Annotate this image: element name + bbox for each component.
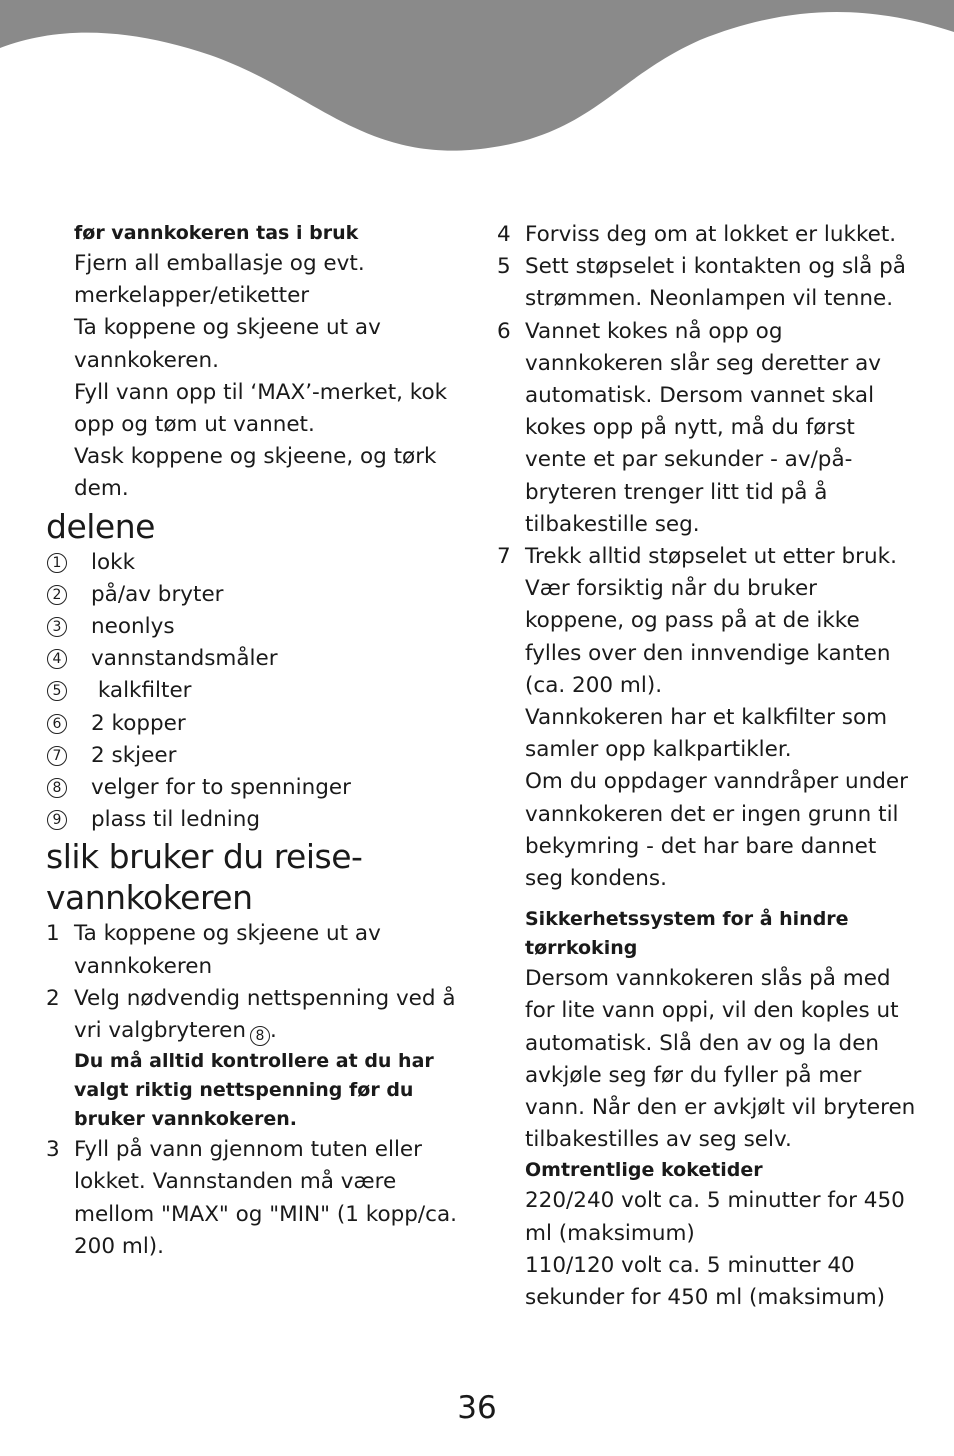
usage-heading-line: vannkokeren bbox=[46, 878, 253, 918]
boiling-time-line: 110/120 volt ca. 5 minutter 40 sekunder for 450 ml (maksimum) bbox=[525, 1252, 886, 1311]
circled-number-5: 5 bbox=[47, 681, 67, 701]
usage-heading-line: slik bruker du reise- bbox=[46, 837, 363, 877]
step-text: Ta koppene og skjeene ut av vannkokeren bbox=[74, 921, 381, 979]
step-text: Velg nødvendig nettspenning ved å vri valgbryteren bbox=[74, 985, 456, 1043]
usage-step bbox=[46, 983, 466, 1134]
circled-number-4: 4 bbox=[47, 649, 67, 669]
parts-list-item bbox=[46, 611, 466, 643]
part-label: 2 skjeer bbox=[91, 742, 177, 768]
intro-paragraph: Fyll vann opp til ‘MAX’-merket, kok opp og tøm ut vannet. bbox=[74, 379, 448, 438]
intro-title: før vannkokeren tas i bruk bbox=[74, 222, 359, 244]
circled-number-3: 3 bbox=[47, 617, 67, 637]
usage-step bbox=[497, 316, 917, 541]
circled-number-ref: 8 bbox=[250, 1026, 270, 1046]
step-number: 3 bbox=[46, 1137, 60, 1163]
safety-text: Dersom vannkokeren slås på med for lite vann oppi, vil den koples ut automatisk. Slå den av og la den avkjøle seg før du fyller på mer vann. Når den er avkjølt vil bryteren tilbakestilles av seg selv. bbox=[525, 966, 916, 1153]
step-number: 6 bbox=[497, 318, 511, 344]
usage-note: Vannkokeren har et kalkfilter som samler opp kalkpartikler. bbox=[525, 705, 888, 763]
circled-number-7: 7 bbox=[47, 746, 67, 766]
usage-step bbox=[497, 251, 917, 315]
step-text: Trekk alltid støpselet ut etter bruk. bbox=[525, 544, 897, 570]
usage-step bbox=[46, 918, 466, 982]
part-label: neonlys bbox=[91, 614, 175, 639]
parts-list-item bbox=[46, 579, 466, 611]
part-label: velger for to spenninger bbox=[91, 774, 351, 800]
parts-list-item bbox=[46, 675, 466, 707]
header-wave-decoration bbox=[0, 0, 954, 160]
step-text: Sett støpselet i kontakten og slå på strømmen. Neonlampen vil tenne. bbox=[525, 254, 906, 312]
part-label: plass til ledning bbox=[91, 807, 260, 833]
voltage-warning: Du må alltid kontrollere at du har valgt riktig nettspenning før du bruker vannkokeren. bbox=[74, 1050, 434, 1131]
part-label: på/av bryter bbox=[91, 581, 224, 607]
circled-number-6: 6 bbox=[47, 714, 67, 734]
parts-list-item bbox=[46, 547, 466, 579]
parts-heading: delene bbox=[46, 506, 155, 546]
safety-title: Sikkerhetssystem for å hindre tørrkoking bbox=[525, 908, 849, 960]
intro-paragraph: Fjern all emballasje og evt. merkelapper/etiketter bbox=[74, 251, 365, 309]
parts-list-item bbox=[46, 772, 466, 804]
usage-heading bbox=[46, 836, 466, 918]
step-text: Forviss deg om at lokket er lukket. bbox=[525, 222, 897, 247]
boiling-times-title: Omtrentlige koketider bbox=[525, 1159, 763, 1182]
step-text: Fyll på vann gjennom tuten eller lokket. Vannstanden må være mellom "MAX" og "MIN" (1 kopp/ca. 200 ml). bbox=[74, 1137, 457, 1259]
step-text: Vannet kokes nå opp og vannkokeren slår seg deretter av automatisk. Dersom vannet skal kokes opp på nytt, må du først vente et par sekunder - av/på-bryteren trenger litt tid på å tilbakestille seg. bbox=[525, 318, 882, 537]
part-label: vannstandsmåler bbox=[91, 646, 278, 672]
step-number: 1 bbox=[46, 921, 60, 947]
usage-step bbox=[46, 1134, 466, 1263]
step-number: 7 bbox=[497, 544, 511, 570]
parts-list-item bbox=[46, 804, 466, 836]
step-content bbox=[525, 541, 917, 895]
boiling-time-line: 220/240 volt ca. 5 minutter for 450 ml (maksimum) bbox=[525, 1188, 905, 1246]
part-label: 2 kopper bbox=[91, 710, 186, 736]
intro-paragraph: Ta koppene og skjeene ut av vannkokeren. bbox=[74, 315, 381, 373]
usage-steps-list-continued bbox=[497, 219, 917, 895]
step-content bbox=[74, 983, 466, 1134]
circled-number-8: 8 bbox=[47, 778, 67, 798]
right-column bbox=[497, 219, 917, 1314]
step-text-end: . bbox=[269, 1017, 277, 1043]
intro-paragraph: Vask koppene og skjeene, og tørk dem. bbox=[74, 444, 437, 502]
intro-section bbox=[46, 219, 466, 506]
circled-number-2: 2 bbox=[47, 585, 67, 605]
step-number: 4 bbox=[497, 222, 511, 247]
page-number: 36 bbox=[457, 1390, 497, 1426]
circled-number-9: 9 bbox=[47, 810, 67, 830]
part-label: kalkfilter bbox=[91, 678, 192, 704]
parts-list bbox=[46, 547, 466, 837]
parts-list-item bbox=[46, 708, 466, 740]
left-column bbox=[46, 219, 466, 1263]
step-number: 5 bbox=[497, 254, 511, 280]
parts-list-item bbox=[46, 643, 466, 675]
usage-step bbox=[497, 541, 917, 895]
usage-steps-list bbox=[46, 918, 466, 1263]
circled-number-1: 1 bbox=[47, 553, 67, 573]
usage-note: Om du oppdager vanndråper under vannkokeren det er ingen grunn til bekymring - det har bare dannet seg kondens. bbox=[525, 769, 908, 892]
safety-section bbox=[497, 905, 917, 1314]
parts-list-item bbox=[46, 740, 466, 772]
usage-note: Vær forsiktig når du bruker koppene, og pass på at de ikke fylles over den innvendige kanten (ca. 200 ml). bbox=[525, 576, 891, 698]
step-number: 2 bbox=[46, 985, 60, 1011]
usage-step bbox=[497, 219, 917, 251]
part-label: lokk bbox=[91, 549, 136, 575]
